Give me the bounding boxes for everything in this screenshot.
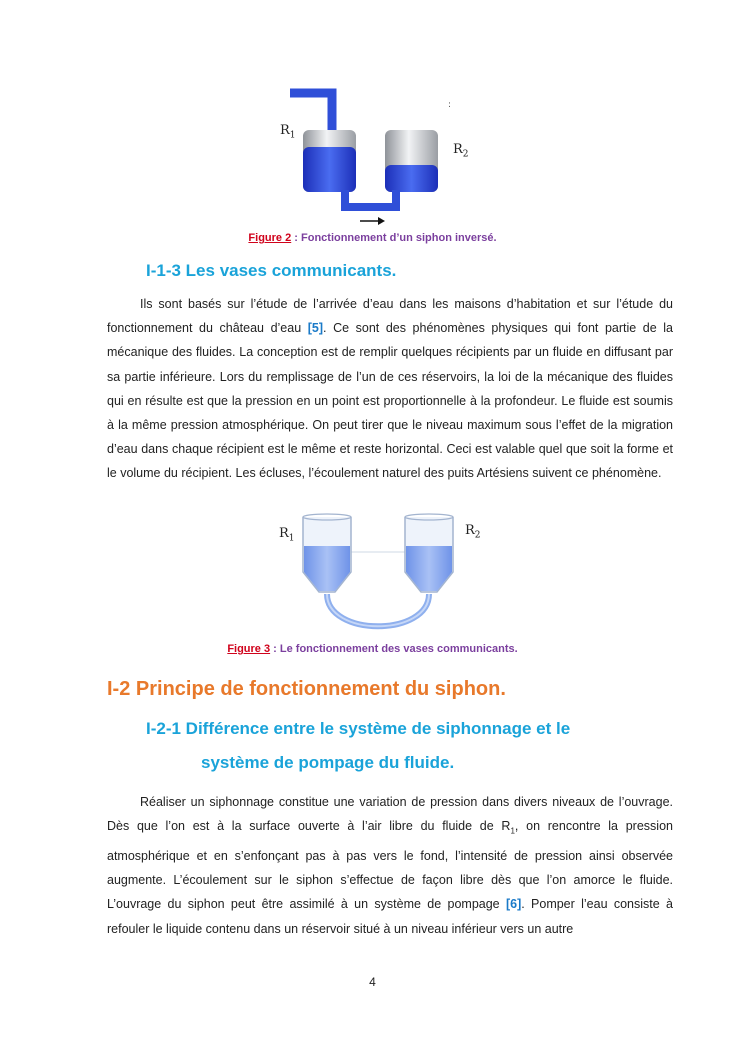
svg-text::: : xyxy=(448,100,452,110)
tank-r2-water xyxy=(385,165,438,192)
paragraph-siphonnage: Réaliser un siphonnage constitue une variation de pression dans divers niveaux de l’ouvrage. Dès que l’on est à la surface ouverte à l’air libre du fluide de $R_1$, on rencontre la pression atmosphérique et en s’enfonçant pas à pas vers le fond, l’intensité de pression ainsi observée augmente. L’écoulement sur le siphon s’effectue de façon libre dès que l’on amorce le fluide. L’ouvrage du siphon peut être assimilé à un système de pompage [6]. Pomper l’eau consiste à refouler le liquide contenu dans un réservoir situé à un niveau inférieur vers un autre xyxy=(107,795,673,936)
vessel-r1-water xyxy=(304,546,350,591)
figure-3-caption xyxy=(0,643,745,655)
connecting-tube xyxy=(327,594,429,626)
figure-2-caption xyxy=(0,232,745,244)
flow-arrow-head xyxy=(378,217,385,225)
siphon-pipe xyxy=(345,190,396,207)
figure-2-label-r2: $R_2$ xyxy=(453,142,469,160)
section-heading-i-2-1-line1: I-2-1 Différence entre le système de siphonnage et le xyxy=(146,719,571,738)
figure-3-caption-text: : Le fonctionnement des vases communicants. xyxy=(270,643,518,655)
figure-2-siphon-diagram xyxy=(270,85,480,230)
figure-3-vessels-diagram xyxy=(295,512,465,640)
figure-3-caption-label: Figure 3 xyxy=(227,643,271,655)
section-heading-i-2-1-line2: système de pompage du fluide. xyxy=(201,753,455,772)
figure-2-label-r1: $R_1$ xyxy=(280,123,296,141)
paragraph-vases-communicants: Ils sont basés sur l’étude de l’arrivée d’eau dans les maisons d’habitation et sur l’étude du fonctionnement du château d’eau [5]. Ce sont des phénomènes physiques qui font partie de la mécanique des fluides. La conception est de remplir quelques récipients par un fluide en diffusant par sa partie inférieure. Lors du remplissage de l’un de ces réservoirs, la loi de la mécanique des fluides qui en résulte est que la pression en un point est proportionnelle à la profondeur. Le fluide est soumis à la même pression atmosphérique. On peut tirer que le niveau maximum sous l’effet de la migration d’eau dans chaque récipient est le même et reste horizontal. Ceci est valable quel que soit la forme et le volume du récipient. Les écluses, l’écoulement naturel des puits Artésiens suivent ce phénomène. xyxy=(107,297,673,481)
page-number: 4 xyxy=(369,975,376,989)
section-heading-i-1-3: I-1-3 Les vases communicants. xyxy=(146,261,397,280)
figure-3-label-r1: $R_1$ xyxy=(279,526,295,544)
vessels-illustration xyxy=(295,512,465,640)
tank-r1-water xyxy=(303,147,356,192)
figure-3-label-r2: $R_2$ xyxy=(465,523,481,541)
reference-6-link[interactable]: [6] xyxy=(505,897,522,912)
siphon-illustration xyxy=(270,85,480,230)
figure-2-caption-sep: : xyxy=(291,232,301,244)
figure-2-caption-label: Figure 2 xyxy=(248,232,292,244)
section-heading-i-2: I-2 Principe de fonctionnement du siphon. xyxy=(107,678,506,700)
vessel-r2-water xyxy=(406,546,452,591)
figure-2-caption-text: Fonctionnement d’un siphon inversé. xyxy=(301,232,497,244)
reference-5-link[interactable]: [5] xyxy=(307,321,324,336)
